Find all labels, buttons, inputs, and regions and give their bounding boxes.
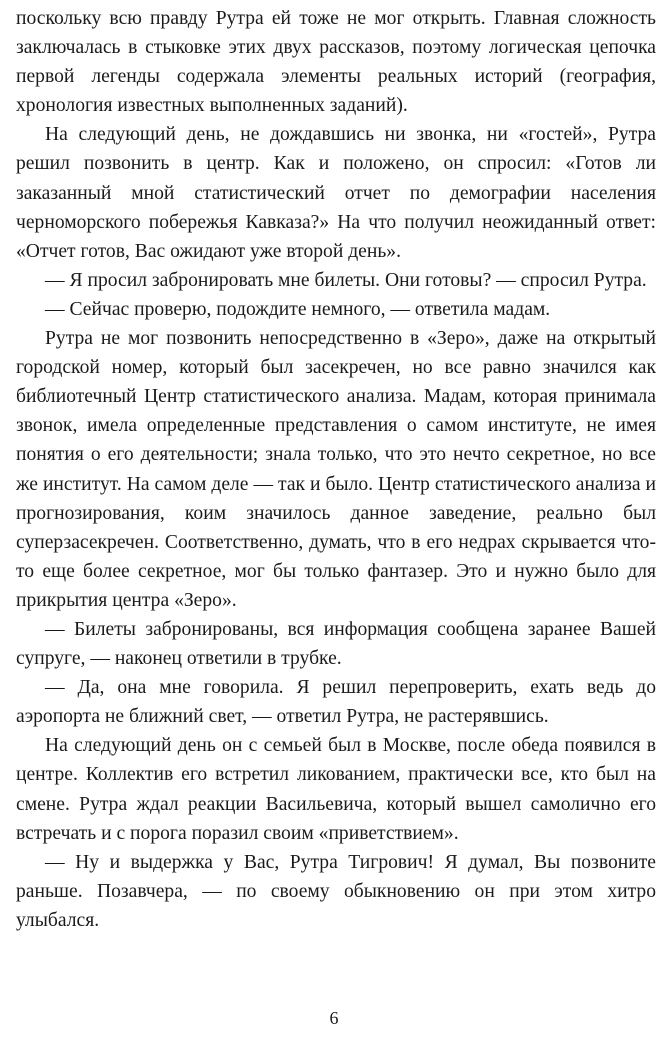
dialogue-paragraph: — Ну и выдержка у Вас, Рутра Тигрович! Я думал, Вы позвоните раньше. Позавчера, — по своему обыкновению он при этом хитро улыбался.: [16, 851, 656, 931]
paragraph: Рутра не мог позвонить непосредственно в «Зеро», даже на открытый городской номер, который был засекречен, но все равно значился как библиотечный Центр статистического анализа. Мадам, которая принимала звонок, имела определенные представления о самом институте, не имея понятия о его деятельности; знала только, что это нечто секретное, но все же институт. На самом деле — так и было. Центр статистического анализа и прогнозирования, коим значилось данное заведение, реально был суперзасекречен. Соответственно, думать, что в его недрах скрывается что-то еще более секретное, мог бы только фантазер. Это и нужно было для прикрытия центра «Зеро».: [16, 328, 656, 611]
dialogue-paragraph: — Да, она мне говорила. Я решил перепроверить, ехать ведь до аэропорта не ближний свет, — ответил Рутра, не растерявшись.: [16, 677, 656, 728]
page-body: [16, 4, 656, 935]
paragraph: На следующий день, не дождавшись ни звонка, ни «гостей», Рутра решил позвонить в центр. Как и положено, он спросил: «Готов ли заказанный мной статистический отчет по демографии населения черноморского побережья Кавказа?» На что получил неожиданный ответ: «Отчет готов, Вас ожидают уже второй день».: [16, 124, 656, 262]
paragraph-continued: поскольку всю правду Рутра ей тоже не мог открыть. Главная сложность заключалась в стыковке этих двух рассказов, поэтому логическая цепочка первой легенды содержала элементы реальных историй (география, хронология известных выполненных заданий).: [16, 8, 656, 117]
page-number: 6: [329, 1008, 339, 1028]
paragraph: На следующий день он с семьей был в Москве, после обеда появился в центре. Коллектив его встретил ликованием, практически все, кто был на смене. Рутра ждал реакции Васильевича, который вышел самолично его встречать и с порога поразил своим «приветствием».: [16, 735, 656, 844]
dialogue-paragraph: — Билеты забронированы, вся информация сообщена заранее Вашей супруге, — наконец ответили в трубке.: [16, 618, 656, 670]
dialogue-paragraph: — Я просил забронировать мне билеты. Они готовы? — спросил Рутра.: [45, 269, 647, 291]
dialogue-paragraph: — Сейчас проверю, подождите немного, — ответила мадам.: [45, 298, 551, 320]
